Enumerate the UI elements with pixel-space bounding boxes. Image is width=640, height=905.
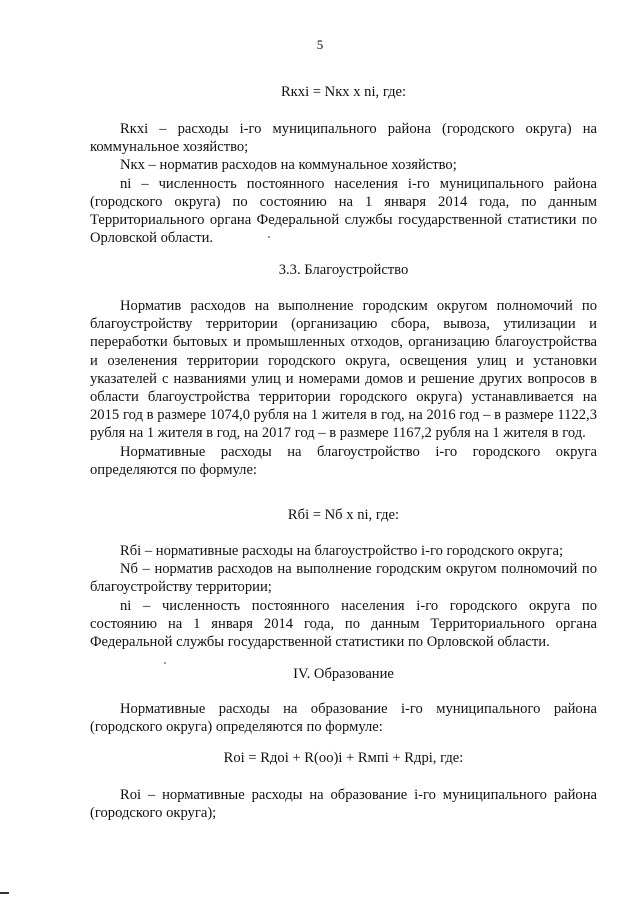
- paragraph-landscaping-norm: Норматив расходов на выполнение городским округом полномочий по благоустройству территории (организацию сбора, вывоза, утилизации и переработки бытовых и промышленных отходов, организацию благоустройства и озеленения территории городского округа, освещения улиц и установки указателей с названиями улиц и номерами домов и решение других вопросов в области благоустройства территории городского округа) устанавливается на 2015 год в размере 1074,0 рубля на 1 жителя в год, на 2016 год – в размере 1122,3 рубля на 1 жителя в год, на 2017 год – в размере 1167,2 рубля на 1 жителя в год.: [90, 298, 597, 442]
- definition-ni-communal: ni – численность постоянного населения i-го муниципального района (городского округа) по состоянию на 1 января 2014 года, по данным Территориального органа Федеральной службы государственной статистики по Орловской области.: [90, 175, 597, 247]
- formula-communal: Rкxi = Nкx x ni, где:: [280, 84, 407, 100]
- definition-ni-landscaping: ni – численность постоянного населения i-го городского округа по состоянию на 1 января 2014 года, по данным Территориального органа Федеральной службы государственной статистики по Орловской области.: [90, 597, 597, 651]
- scan-edge-mark: [0, 892, 9, 894]
- definitions-landscaping: [90, 542, 597, 651]
- formula-education: Roi = Rдoi + R(oo)i + Rмпi + Rдрi, где:: [223, 750, 464, 766]
- definitions-communal: [90, 120, 597, 247]
- definition-roi: Roi – нормативные расходы на образование i-го муниципального района (городского округа);: [90, 787, 597, 822]
- landscaping-text: [90, 297, 597, 479]
- definition-nkx: Nкx – норматив расходов на коммунальное хозяйство;: [120, 157, 457, 174]
- education-text: [90, 700, 597, 736]
- scan-speck: [268, 236, 270, 238]
- definition-rkxi: Rкxi – расходы i-го муниципального района (городского округа) на коммунальное хозяйство;: [90, 121, 597, 156]
- formula-landscaping: Rбi = Nб x ni, где:: [287, 507, 400, 523]
- definition-rbi: Rбi – нормативные расходы на благоустройство i-го городского округа;: [120, 543, 564, 559]
- page-number: 5: [316, 37, 324, 52]
- definitions-education: [90, 786, 597, 822]
- paragraph-landscaping-formula-intro: Нормативные расходы на благоустройство i-го городского округа определяются по формуле:: [90, 443, 597, 478]
- section-heading-landscaping: 3.3. Благоустройство: [278, 262, 409, 278]
- scan-speck: [164, 662, 166, 664]
- paragraph-education-formula-intro: Нормативные расходы на образование i-го муниципального района (городского округа) определяются по формуле:: [90, 701, 597, 736]
- section-heading-education: IV. Образование: [293, 666, 394, 682]
- definition-nb: Nб – норматив расходов на выполнение городским округом полномочий по благоустройству территории;: [90, 561, 597, 596]
